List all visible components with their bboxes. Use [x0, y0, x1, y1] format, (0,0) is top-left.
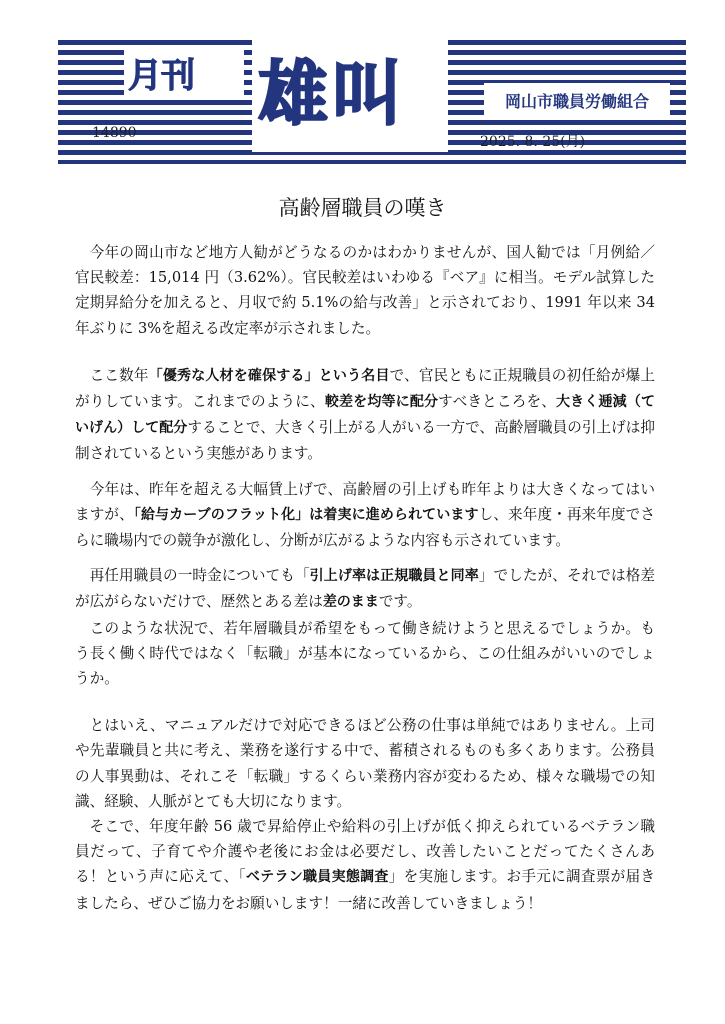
paragraph-7 [75, 814, 655, 916]
text: で、官民ともに正規職員の初任給が爆上がりしています。これまでのように、 [75, 366, 655, 411]
emphasis: 大きく逓減（ていげん）して配分 [75, 394, 655, 437]
paragraph-6: とはいえ、マニュアルだけで対応できるほど公務の仕事は単純ではありません。上司や先輩職員と共に考え、業務を遂行する中で、蓄積されるものも多くあります。公務員の人事異動は、それこそ「転職」するくらい業務内容が変わるため、様々な職場での知識、経験、人脈がとても大切になります。 [75, 717, 655, 810]
text: 今年は、昨年を超える大幅賃上げで、高齢層の引上げも昨年よりは大きくなってはいますが、 [75, 480, 655, 523]
emphasis: 差のまま [322, 594, 379, 611]
text: 」を実施します。お手元に調査票が届きましたら、ぜひご協力をお願いします！一緒に改善していきましょう！ [75, 868, 656, 912]
paragraph-2 [75, 363, 655, 467]
emphasis: 較差を均等に配分 [324, 394, 439, 411]
emphasis: ベテラン職員実態調査 [245, 869, 389, 886]
text: 」でしたが、それでは格差が広がらないだけで、歴然とある差は [75, 567, 655, 611]
text: し、来年度・再来年度でさらに職場内での競争が激化し、分断が広がるような内容も示されています。 [75, 505, 655, 550]
issue-number: 14890 [92, 125, 137, 141]
text: することで、大きく引上がる人がいる一方で、高齢層職員の引上げは抑制されているという実態があります。 [75, 419, 656, 463]
issue-date: 2025. 8. 25(月) [480, 134, 586, 150]
text: ここ数年 [89, 366, 149, 384]
emphasis: 「給与カーブのフラット化」は着実に進められています [133, 506, 479, 523]
text: そこで、年度年齢 56 歳で昇給停止や給料の引上げが低く抑えられているベテラン職員だって、子育てや介護や老後にお金は必要だし、改善したいことだってたくさんある！という声に応えて、「 [75, 818, 655, 886]
union-name: 岡山市職員労働組合 [484, 83, 670, 117]
text: 再任用職員の一時金についても「 [89, 567, 310, 585]
paragraph-4 [75, 563, 655, 615]
paragraph-1: 今年の岡山市など地方人勧がどうなるのかはわかりませんが、国人勧では「月例給／官民較差：15,014 円（3.62%）。官民較差はいわゆる『ベア』に相当。モデル試算した定期昇給分を加えると、月収で約 5.1%の給与改善」と示されており、1991 年以来 34 年ぶりに 3%を超える改定率が示されました。 [75, 244, 655, 337]
emphasis: 「優秀な人材を確保する」という名目 [148, 367, 390, 384]
article-body [75, 240, 655, 916]
logo-gekkan: 月刊 [128, 56, 194, 96]
emphasis: 引上げ率は正規職員と同率 [309, 568, 479, 585]
logo-otakebi: 雄叫 [258, 53, 406, 135]
text: すべきところを、 [438, 393, 556, 411]
paragraph-5: このような状況で、若年層職員が希望をもって働き続けようと思えるでしょうか。もう長く働く時代ではなく「転職」が基本になっているから、この仕組みがいいのでしょうか。 [75, 619, 655, 688]
article-title: 高齢層職員の嘆き [278, 196, 447, 220]
text: です。 [378, 593, 422, 611]
paragraph-3 [75, 477, 655, 554]
